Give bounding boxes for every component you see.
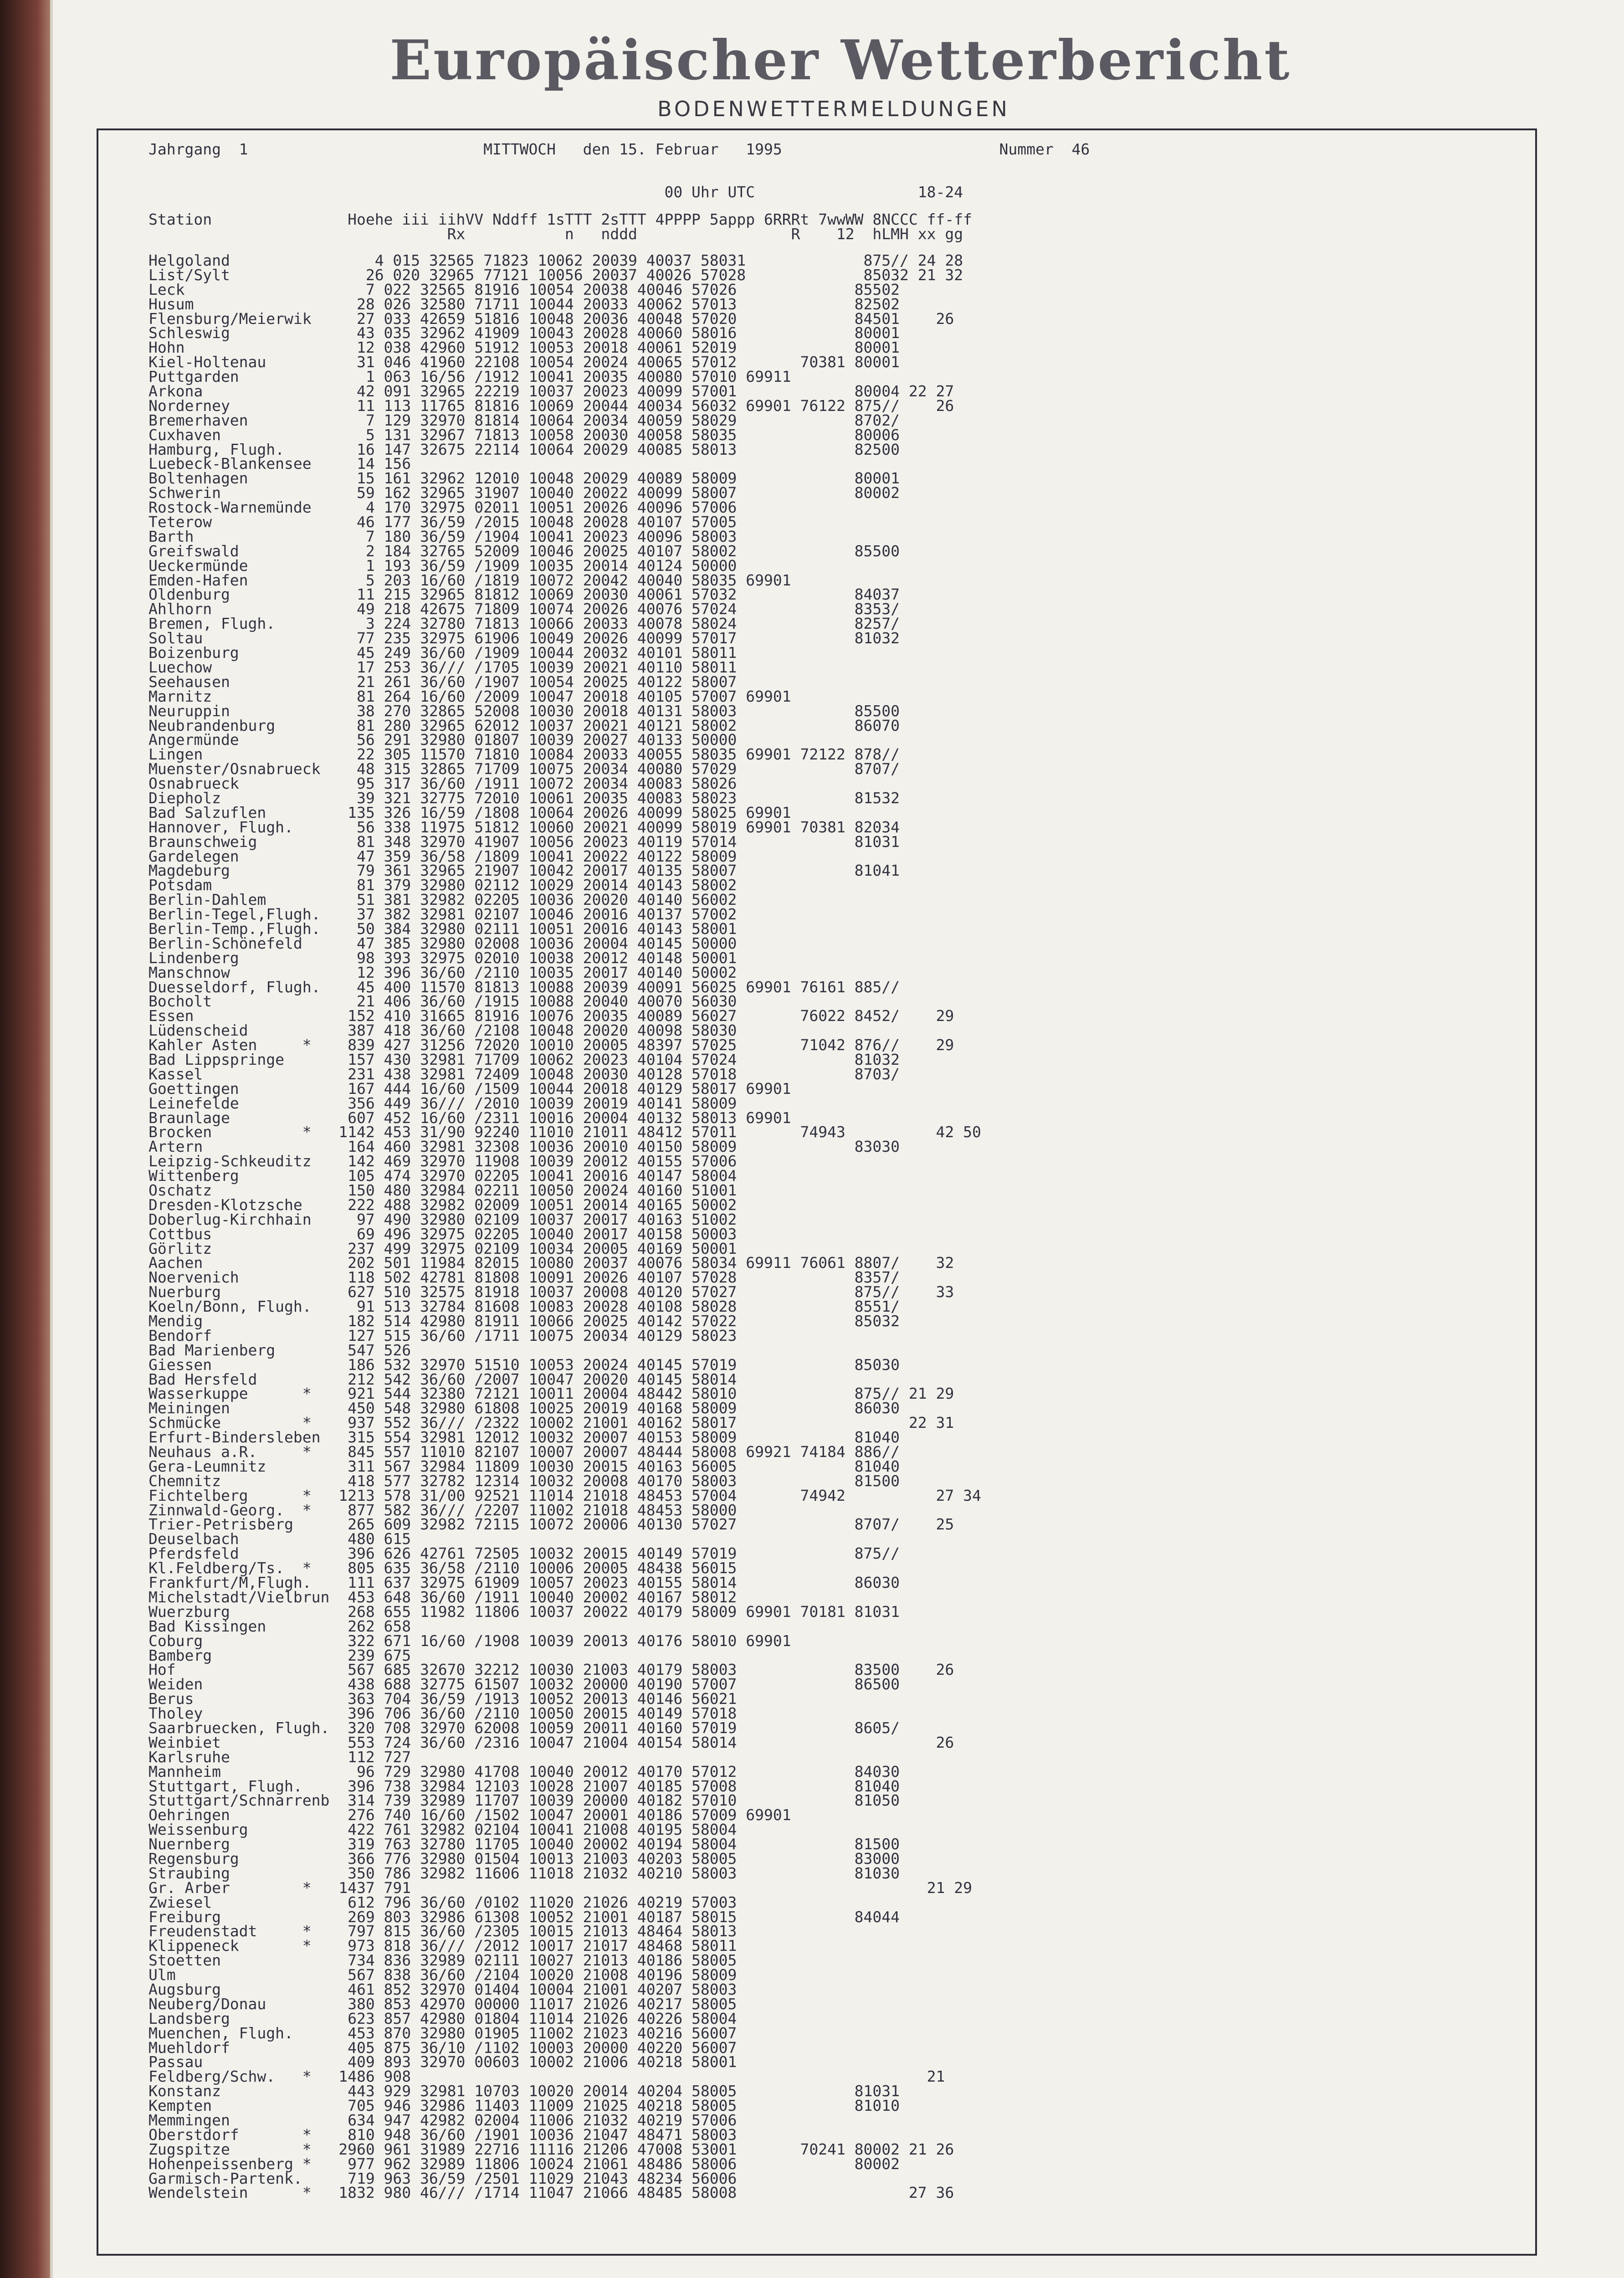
- station-row: Kahler Asten * 839 427 31256 72020 10010 20005 48397 57025 71042 876// 29: [149, 1036, 954, 1054]
- page-subtitle: BODENWETTERMELDUNGEN: [657, 97, 1010, 121]
- station-row: Straubing 350 786 32982 11606 11018 21032 40210 58003 81030: [149, 1864, 900, 1882]
- station-row: Zugspitze * 2960 961 31989 22716 11116 21206 47008 53001 70241 80002 21 26: [149, 2140, 954, 2158]
- station-row: Soltau 77 235 32975 61906 10049 20026 40099 57017 81032: [149, 629, 900, 647]
- station-row: Meiningen 450 548 32980 61808 10025 20019 40168 58009 86030: [149, 1399, 900, 1417]
- station-row: Bendorf 127 515 36/60 /1711 10075 20034 40129 58023: [149, 1326, 737, 1344]
- report-meta-line: Jahrgang 1 MITTWOCH den 15. Februar 1995 Nummer 46: [149, 140, 1090, 158]
- station-row: Barth 7 180 36/59 /1904 10041 20023 40096 58003: [149, 527, 737, 545]
- station-row: Bad Kissingen 262 658: [149, 1617, 411, 1635]
- station-row: Pferdsfeld 396 626 42761 72505 10032 20015 40149 57019 875//: [149, 1544, 900, 1563]
- station-row: Kiel-Holtenau 31 046 41960 22108 10054 20024 40065 57012 70381 80001: [149, 353, 900, 371]
- station-row: Bocholt 21 406 36/60 /1915 10088 20040 40070 56030: [149, 992, 737, 1011]
- station-row: Teterow 46 177 36/59 /2015 10048 20028 40107 57005: [149, 513, 737, 531]
- station-row: Leck 7 022 32565 81916 10054 20038 40046 57026 85502: [149, 280, 900, 298]
- station-row: Michelstadt/Vielbrun 453 648 36/60 /1911 10040 20002 40167 58012: [149, 1588, 737, 1606]
- page-title: Europäischer Wetterbericht: [389, 28, 1291, 92]
- station-row: Nuernberg 319 763 32780 11705 10040 20002 40194 58004 81500: [149, 1835, 900, 1853]
- station-row: Garmisch-Partenk. 719 963 36/59 /2501 11029 21043 48234 56006: [149, 2169, 737, 2187]
- station-row: Frankfurt/M,Flugh. 111 637 32975 61909 10057 20023 40155 58014 86030: [149, 1574, 900, 1592]
- station-row: Essen 152 410 31665 81916 10076 20035 40089 56027 76022 8452/ 29: [149, 1007, 954, 1025]
- station-row: Luebeck-Blankensee 14 156: [149, 455, 411, 473]
- station-row: Aachen 202 501 11984 82015 10080 20037 40076 58034 69911 76061 8807/ 32: [149, 1254, 954, 1272]
- station-row: Mendig 182 514 42980 81911 10066 20025 40142 57022 85032: [149, 1312, 900, 1330]
- station-row: Kl.Feldberg/Ts. * 805 635 36/58 /2110 10006 20005 48438 56015: [149, 1559, 737, 1577]
- station-row: Hannover, Flugh. 56 338 11975 51812 10060 20021 40099 58019 69901 70381 82034: [149, 818, 900, 836]
- station-row: Ueckermünde 1 193 36/59 /1909 10035 20014 40124 50000: [149, 556, 737, 575]
- station-row: Klippeneck * 973 818 36/// /2012 10017 21017 48468 58011: [149, 1937, 737, 1955]
- station-row: Muehldorf 405 875 36/10 /1102 10003 20000 40220 56007: [149, 2038, 737, 2057]
- station-row: Rostock-Warnemünde 4 170 32975 02011 10051 20026 40096 57006: [149, 498, 737, 517]
- station-row: Leipzig-Schkeuditz 142 469 32970 11908 10039 20012 40155 57006: [149, 1152, 737, 1170]
- station-row: Ulm 567 838 36/60 /2104 10020 21008 40196 58009: [149, 1966, 737, 1984]
- station-row: Lingen 22 305 11570 71810 10084 20033 40055 58035 69901 72122 878//: [149, 745, 900, 764]
- station-row: Stoetten 734 836 32989 02111 10027 21013 40186 58005: [149, 1951, 737, 1970]
- station-row: Potsdam 81 379 32980 02112 10029 20014 40143 58002: [149, 876, 737, 894]
- station-row: Lüdenscheid 387 418 36/60 /2108 10048 20020 40098 58030: [149, 1021, 737, 1040]
- station-row: Görlitz 237 499 32975 02109 10034 20005 40169 50001: [149, 1239, 737, 1257]
- station-row: Oldenburg 11 215 32965 81812 10069 20030 40061 57032 84037: [149, 585, 900, 604]
- station-row: Nuerburg 627 510 32575 81918 10037 20008 40120 57027 875// 33: [149, 1283, 954, 1301]
- station-row: Oberstdorf * 810 948 36/60 /1901 10036 21047 48471 58003: [149, 2125, 737, 2144]
- station-row: Dresden-Klotzsche 222 488 32982 02009 10051 20014 40165 50002: [149, 1195, 737, 1214]
- station-row: Giessen 186 532 32970 51510 10053 20024 40145 57019 85030: [149, 1355, 900, 1374]
- station-row: Konstanz 443 929 32981 10703 10020 20014 40204 58005 81031: [149, 2082, 900, 2100]
- station-row: Noervenich 118 502 42781 81808 10091 20026 40107 57028 8357/: [149, 1268, 900, 1287]
- station-row: Trier-Petrisberg 265 609 32982 72115 10072 20006 40130 57027 8707/ 25: [149, 1515, 954, 1534]
- station-row: Duesseldorf, Flugh. 45 400 11570 81813 10088 20039 40091 56025 69901 76161 885//: [149, 978, 900, 996]
- station-row: Weissenburg 422 761 32982 02104 10041 21008 40195 58004: [149, 1821, 737, 1839]
- station-row: Fichtelberg * 1213 578 31/00 92521 11014 21018 48453 57004 74942 27 34: [149, 1486, 981, 1504]
- station-row: Berlin-Tegel,Flugh. 37 382 32981 02107 10046 20016 40137 57002: [149, 905, 737, 924]
- station-row: Emden-Hafen 5 203 16/60 /1819 10072 20042 40040 58035 69901: [149, 571, 791, 589]
- station-row: Bremerhaven 7 129 32970 81814 10064 20034 40059 58029 8702/: [149, 411, 900, 429]
- station-row: Berlin-Dahlem 51 381 32982 02205 10036 20020 40140 56002: [149, 891, 737, 909]
- station-row: Manschnow 12 396 36/60 /2110 10035 20017 40140 50002: [149, 963, 737, 981]
- station-row: Ahlhorn 49 218 42675 71809 10074 20026 40076 57024 8353/: [149, 600, 900, 618]
- station-row: Braunlage 607 452 16/60 /2311 10016 20004 40132 58013 69901: [149, 1108, 791, 1127]
- station-row: Boizenburg 45 249 36/60 /1909 10044 20032 40101 58011: [149, 644, 737, 662]
- station-row: Brocken * 1142 453 31/90 92240 11010 21011 48412 57011 74943 42 50: [149, 1123, 981, 1141]
- station-row: Passau 409 893 32970 00603 10002 21006 40218 58001: [149, 2053, 737, 2071]
- station-row: Coburg 322 671 16/60 /1908 10039 20013 40176 58010 69901: [149, 1632, 791, 1650]
- station-row: Bamberg 239 675: [149, 1646, 411, 1664]
- station-row: Goettingen 167 444 16/60 /1509 10044 20018 40129 58017 69901: [149, 1079, 791, 1098]
- station-row: Neubrandenburg 81 280 32965 62012 10037 20021 40121 58002 86070: [149, 716, 900, 734]
- station-row: Hamburg, Flugh. 16 147 32675 22114 10064 20029 40085 58013 82500: [149, 440, 900, 458]
- station-row: Doberlug-Kirchhain 97 490 32980 02109 10037 20017 40163 51002: [149, 1210, 737, 1228]
- station-row: Zwiesel 612 796 36/60 /0102 11020 21026 40219 57003: [149, 1893, 737, 1911]
- station-row: Flensburg/Meierwik 27 033 42659 51816 10048 20036 40048 57020 84501 26: [149, 309, 954, 328]
- station-row: Kempten 705 946 32986 11403 11009 21025 40218 58005 81010: [149, 2097, 900, 2115]
- station-row: Chemnitz 418 577 32782 12314 10032 20008 40170 58003 81500: [149, 1472, 900, 1490]
- station-row: Angermünde 56 291 32980 01807 10039 20027 40133 50000: [149, 731, 737, 749]
- station-row: Oschatz 150 480 32984 02211 10050 20024 40160 51001: [149, 1181, 737, 1199]
- station-row: Augsburg 461 852 32970 01404 10004 21001 40207 58003: [149, 1980, 737, 1998]
- station-row: Greifswald 2 184 32765 52009 10046 20025 40107 58002 85500: [149, 542, 900, 560]
- station-row: List/Sylt 26 020 32965 77121 10056 20037 40026 57028 85032 21 32: [149, 266, 963, 284]
- station-row: Schleswig 43 035 32962 41909 10043 20028 40060 58016 80001: [149, 324, 900, 342]
- station-row: Muenchen, Flugh. 453 870 32980 01905 11002 21023 40216 56007: [149, 2024, 737, 2042]
- station-row: Wittenberg 105 474 32970 02205 10041 20016 40147 58004: [149, 1167, 737, 1185]
- station-row: Zinnwald-Georg. * 877 582 36/// /2207 11002 21018 48453 58000: [149, 1501, 737, 1519]
- station-row: Mannheim 96 729 32980 41708 10040 20012 40170 57012 84030: [149, 1762, 900, 1780]
- station-row: Oehringen 276 740 16/60 /1502 10047 20001 40186 57009 69901: [149, 1806, 791, 1824]
- station-row: Kassel 231 438 32981 72409 10048 20030 40128 57018 8703/: [149, 1065, 900, 1083]
- station-row: Feldberg/Schw. * 1486 908 21: [149, 2068, 945, 2086]
- station-row: Hohn 12 038 42960 51912 10053 20018 40061 52019 80001: [149, 339, 900, 357]
- book-binding-edge: [0, 0, 50, 2278]
- station-row: Weinbiet 553 724 36/60 /2316 10047 21004 40154 58014 26: [149, 1733, 954, 1751]
- station-row: Weiden 438 688 32775 61507 10032 20000 40190 57007 86500: [149, 1675, 900, 1693]
- station-row: Marnitz 81 264 16/60 /2009 10047 20018 40105 57007 69901: [149, 687, 791, 705]
- station-row: Diepholz 39 321 32775 72010 10061 20035 40083 58023 81532: [149, 789, 900, 807]
- station-row: Leinefelde 356 449 36/// /2010 10039 20019 40141 58009: [149, 1094, 737, 1112]
- station-row: Neuruppin 38 270 32865 52008 10030 20018 40131 58003 85500: [149, 702, 900, 720]
- station-row: Norderney 11 113 11765 81816 10069 20044 40034 56032 69901 76122 875// 26: [149, 396, 954, 415]
- station-row: Regensburg 366 776 32980 01504 10013 21003 40203 58005 83000: [149, 1849, 900, 1868]
- station-row: Berlin-Schönefeld 47 385 32980 02008 10036 20004 40145 50000: [149, 934, 737, 952]
- station-row: Gardelegen 47 359 36/58 /1809 10041 20022 40122 58009: [149, 847, 737, 865]
- station-row: Freiburg 269 803 32986 61308 10052 21001 40187 58015 84044: [149, 1908, 900, 1926]
- station-row: Hof 567 685 32670 32212 10030 21003 40179 58003 83500 26: [149, 1661, 954, 1679]
- station-row: Memmingen 634 947 42982 02004 11006 21032 40219 57006: [149, 2111, 737, 2129]
- station-row: Lindenberg 98 393 32975 02010 10038 20012 40148 50001: [149, 949, 737, 967]
- station-row: Berus 363 704 36/59 /1913 10052 20013 40146 56021: [149, 1690, 737, 1708]
- station-row: Saarbruecken, Flugh. 320 708 32970 62008 10059 20011 40160 57019 8605/: [149, 1719, 900, 1737]
- station-row: Stuttgart/Schnarrenb 314 739 32989 11707 10039 20000 40182 57010 81050: [149, 1791, 900, 1810]
- station-row: Osnabrueck 95 317 36/60 /1911 10072 20034 40083 58026: [149, 775, 737, 793]
- station-row: Schmücke * 937 552 36/// /2322 10002 21001 40162 58017 22 31: [149, 1414, 954, 1432]
- station-row: Bad Hersfeld 212 542 36/60 /2007 10047 20020 40145 58014: [149, 1370, 737, 1388]
- station-row: Puttgarden 1 063 16/56 /1912 10041 20035 40080 57010 69911: [149, 368, 791, 386]
- station-row: Muenster/Osnabrueck 48 315 32865 71709 10075 20034 40080 57029 8707/: [149, 760, 900, 778]
- station-row: Bremen, Flugh. 3 224 32780 71813 10066 20033 40078 58024 8257/: [149, 615, 900, 633]
- station-row: Tholey 396 706 36/60 /2110 10050 20015 40149 57018: [149, 1704, 737, 1723]
- station-row: Helgoland 4 015 32565 71823 10062 20039 40037 58031 875// 24 28: [149, 251, 963, 269]
- station-row: Bad Salzuflen 135 326 16/59 /1808 10064 20026 40099 58025 69901: [149, 803, 791, 821]
- column-header-subcodes: Rx n nddd R 12 hLMH xx gg: [149, 225, 963, 243]
- station-row: Gera-Leumnitz 311 567 32984 11809 10030 20015 40163 56005 81040: [149, 1457, 900, 1475]
- station-row: Neuberg/Donau 380 853 42970 00000 11017 21026 40217 58005: [149, 1995, 737, 2013]
- station-row: Wendelstein * 1832 980 46/// /1714 11047 21066 48485 58008 27 36: [149, 2184, 954, 2202]
- station-row: Cottbus 69 496 32975 02205 10040 20017 40158 50003: [149, 1225, 737, 1243]
- station-row: Stuttgart, Flugh. 396 738 32984 12103 10028 21007 40185 57008 81040: [149, 1777, 900, 1795]
- station-row: Magdeburg 79 361 32965 21907 10042 20017 40135 58007 81041: [149, 862, 900, 880]
- station-row: Karlsruhe 112 727: [149, 1748, 411, 1766]
- station-row: Landsberg 623 857 42980 01804 11014 21026 40226 58004: [149, 2009, 737, 2027]
- station-table: [149, 253, 981, 2200]
- station-row: Bad Lippspringe 157 430 32981 71709 10062 20023 40104 57024 81032: [149, 1050, 900, 1068]
- station-row: Seehausen 21 261 36/60 /1907 10054 20025 40122 58007: [149, 672, 737, 691]
- station-row: Schwerin 59 162 32965 31907 10040 20022 40099 58007 80002: [149, 484, 900, 502]
- station-row: Erfurt-Bindersleben 315 554 32981 12012 10032 20007 40153 58009 81040: [149, 1428, 900, 1447]
- station-row: Hohenpeissenberg * 977 962 32989 11806 10024 21061 48486 58006 80002: [149, 2155, 900, 2173]
- station-row: Berlin-Temp.,Flugh. 50 384 32980 02111 10051 20016 40143 58001: [149, 919, 737, 938]
- column-header-codes: Station Hoehe iii iihVV Nddff 1sTTT 2sTTT 4PPPP 5appp 6RRRt 7wwWW 8NCCC ff-ff: [149, 210, 972, 228]
- station-row: Braunschweig 81 348 32970 41907 10056 20023 40119 57014 81031: [149, 832, 900, 851]
- station-row: Gr. Arber * 1437 791 21 29: [149, 1878, 972, 1897]
- station-row: Husum 28 026 32580 71711 10044 20033 40062 57013 82502: [149, 295, 900, 313]
- station-row: Deuselbach 480 615: [149, 1530, 411, 1548]
- station-row: Neuhaus a.R. * 845 557 11010 82107 10007 20007 48444 58008 69921 74184 886//: [149, 1443, 900, 1461]
- column-header-time: 00 Uhr UTC 18-24: [149, 183, 963, 201]
- station-row: Luechow 17 253 36/// /1705 10039 20021 40110 58011: [149, 658, 737, 676]
- station-row: Wasserkuppe * 921 544 32380 72121 10011 20004 48442 58010 875// 21 29: [149, 1385, 954, 1403]
- station-row: Freudenstadt * 797 815 36/60 /2305 10015 21013 48464 58013: [149, 1922, 737, 1940]
- station-row: Wuerzburg 268 655 11982 11806 10037 20022 40179 58009 69901 70181 81031: [149, 1602, 900, 1621]
- station-row: Bad Marienberg 547 526: [149, 1341, 411, 1359]
- station-row: Koeln/Bonn, Flugh. 91 513 32784 81608 10083 20028 40108 58028 8551/: [149, 1298, 900, 1316]
- station-row: Boltenhagen 15 161 32962 12010 10048 20029 40089 58009 80001: [149, 469, 900, 487]
- station-row: Artern 164 460 32981 32308 10036 20010 40150 58009 83030: [149, 1138, 900, 1156]
- station-row: Cuxhaven 5 131 32967 71813 10058 20030 40058 58035 80006: [149, 426, 900, 444]
- station-row: Arkona 42 091 32965 22219 10037 20023 40099 57001 80004 22 27: [149, 382, 954, 400]
